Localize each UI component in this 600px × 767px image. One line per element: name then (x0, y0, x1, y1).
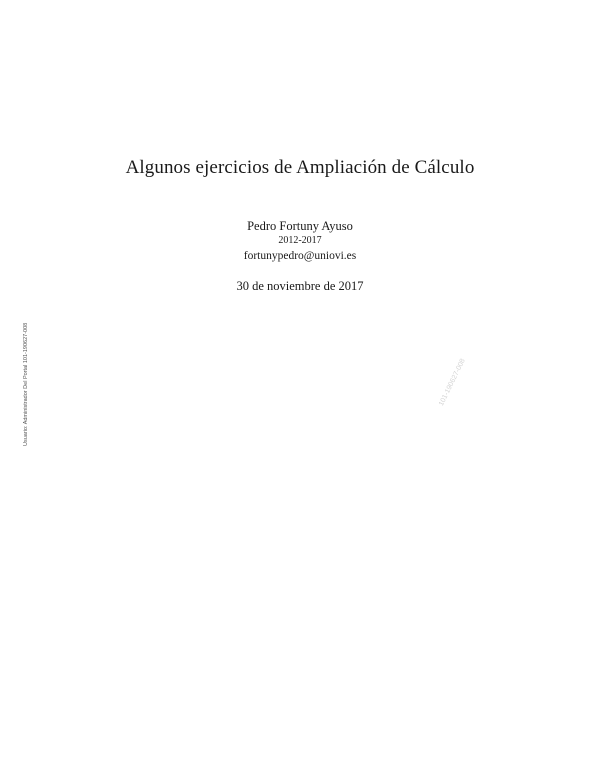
author-block (0, 218, 600, 264)
document-title: Algunos ejercicios de Ampliación de Cálculo (125, 157, 475, 178)
side-watermark: Usuario: Administrador Del Portal 101-190627-008 (23, 322, 29, 446)
author-email: fortunypedro@uniovi.es (243, 250, 357, 262)
author-years: 2012-2017 (278, 235, 322, 246)
author-name: Pedro Fortuny Ayuso (247, 219, 353, 233)
document-date: 30 de noviembre de 2017 (236, 279, 364, 293)
faint-watermark: 101-190627-008 (438, 357, 467, 408)
